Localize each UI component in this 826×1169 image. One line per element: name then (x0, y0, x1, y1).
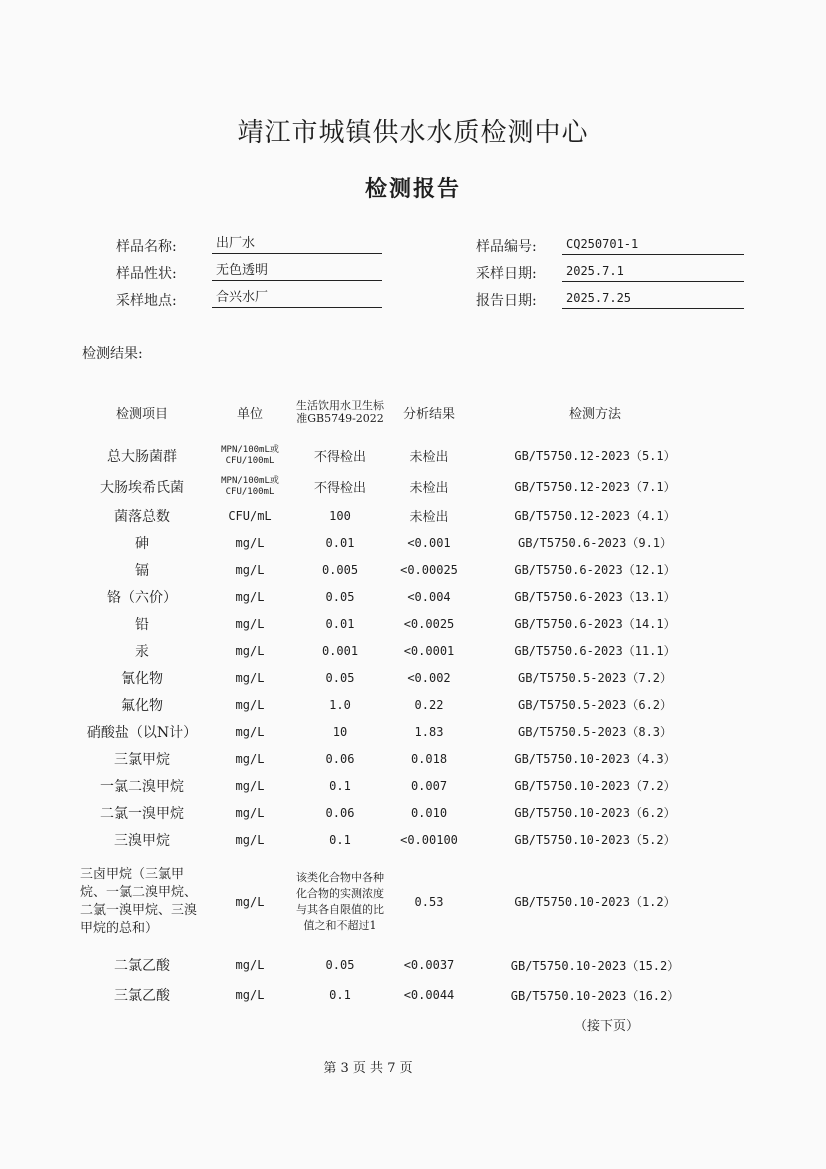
sample-appearance-label: 样品性状: (116, 266, 177, 282)
sampling-location-value: 合兴水厂 (212, 288, 382, 308)
header-item: 检测项目 (115, 406, 168, 422)
results-section-label: 检测结果: (82, 346, 143, 362)
row-method: GB/T5750.6-2023（14.1） (514, 617, 676, 631)
table-row (78, 583, 718, 610)
row-method: GB/T5750.10-2023（7.2） (514, 779, 676, 793)
row-method: GB/T5750.10-2023（16.2） (510, 988, 680, 1003)
row-item: 总大肠菌群 (107, 448, 177, 465)
row-standard: 不得检出 (313, 450, 366, 465)
table-row (78, 799, 718, 826)
row-unit: mg/L (235, 643, 265, 658)
row-unit: mg/L (235, 589, 265, 604)
table-row (78, 664, 718, 691)
sample-number-value: CQ250701-1 (562, 235, 744, 255)
row-standard: 0.05 (325, 589, 355, 604)
sample-number-label: 样品编号: (476, 239, 537, 255)
row-result: <0.004 (407, 589, 451, 604)
report-date-label: 报告日期: (476, 293, 537, 309)
row-method: GB/T5750.12-2023（4.1） (514, 509, 676, 523)
row-result: <0.0037 (403, 958, 455, 972)
row-unit: mg/L (235, 670, 265, 685)
row-method: GB/T5750.12-2023（7.1） (514, 480, 676, 494)
row-standard: 0.06 (325, 751, 355, 766)
table-row (78, 529, 718, 556)
row-method: GB/T5750.6-2023（13.1） (514, 590, 676, 604)
row-unit: MPN/100mL或CFU/100mL (221, 475, 279, 497)
row-result: <0.002 (407, 670, 451, 685)
row-method: GB/T5750.12-2023（5.1） (514, 449, 676, 463)
row-standard: 0.05 (325, 670, 355, 685)
row-unit: mg/L (235, 562, 265, 577)
table-row (78, 772, 718, 799)
row-standard: 10 (332, 724, 348, 739)
page-indicator: 第 3 页 共 7 页 (323, 1061, 413, 1076)
row-standard: 0.005 (321, 562, 359, 577)
row-result: 0.53 (414, 894, 444, 909)
sample-name-label: 样品名称: (116, 239, 177, 255)
sample-appearance-value: 无色透明 (212, 261, 382, 281)
continued-note: （接下页） (574, 1019, 640, 1034)
row-item: 硝酸盐（以N计） (86, 724, 198, 741)
header-method: 检测方法 (568, 406, 621, 422)
table-row (78, 826, 718, 853)
row-standard: 不得检出 (313, 481, 366, 496)
row-result: <0.0044 (403, 988, 455, 1002)
row-item: 氰化物 (121, 670, 163, 687)
row-unit: mg/L (235, 778, 265, 793)
row-item: 一氯二溴甲烷 (100, 778, 184, 795)
table-header-row (78, 384, 718, 440)
row-item: 二氯乙酸 (114, 958, 170, 974)
row-item: 汞 (135, 643, 149, 660)
table-row (78, 556, 718, 583)
row-item: 砷 (135, 535, 149, 552)
row-standard: 100 (329, 508, 351, 523)
row-method: GB/T5750.5-2023（8.3） (517, 725, 673, 739)
sampling-date-value: 2025.7.1 (562, 262, 744, 282)
row-standard: 0.01 (325, 616, 355, 631)
header-standard: 生活饮用水卫生标准GB5749-2022 (296, 399, 384, 425)
results-table (78, 384, 718, 1010)
row-standard: 0.05 (325, 958, 355, 972)
row-item: 三氯乙酸 (114, 988, 170, 1004)
sampling-location-label: 采样地点: (116, 293, 177, 309)
row-result: 未检出 (409, 481, 449, 496)
table-row (78, 502, 718, 529)
header-unit: 单位 (236, 406, 263, 422)
row-standard: 0.06 (325, 805, 355, 820)
row-standard: 0.001 (321, 643, 359, 658)
row-result: 0.010 (410, 805, 448, 820)
row-standard: 0.1 (329, 988, 351, 1002)
table-row (78, 853, 718, 950)
row-unit: mg/L (235, 724, 265, 739)
row-item: 镉 (135, 562, 149, 579)
table-row (78, 745, 718, 772)
sampling-date-label: 采样日期: (476, 266, 537, 282)
row-method: GB/T5750.6-2023（11.1） (514, 644, 676, 658)
row-standard: 0.1 (329, 832, 351, 847)
row-unit: mg/L (235, 805, 265, 820)
row-unit: mg/L (235, 535, 265, 550)
row-standard: 该类化合物中各种化合物的实测浓度与其各自限值的比值之和不超过1 (296, 870, 384, 932)
row-result: <0.00025 (400, 562, 458, 577)
table-row (78, 610, 718, 637)
table-row (78, 691, 718, 718)
row-unit: mg/L (235, 958, 265, 972)
row-item: 三卤甲烷（三氯甲烷、一氯二溴甲烷、二氯一溴甲烷、三溴甲烷的总和） (80, 866, 198, 936)
header-result: 分析结果 (402, 406, 455, 422)
row-item: 大肠埃希氏菌 (100, 479, 184, 496)
report-title: 检测报告 (364, 176, 461, 202)
row-item: 铬（六价） (107, 589, 177, 606)
table-row (78, 471, 718, 502)
row-result: 1.83 (414, 724, 444, 739)
table-row (78, 637, 718, 664)
row-unit: MPN/100mL或CFU/100mL (221, 444, 279, 466)
row-method: GB/T5750.10-2023（6.2） (514, 806, 676, 820)
row-method: GB/T5750.5-2023（6.2） (517, 698, 673, 712)
row-unit: CFU/mL (228, 508, 272, 523)
organization-name: 靖江市城镇供水水质检测中心 (237, 118, 589, 148)
sample-name-value: 出厂水 (212, 234, 382, 254)
row-result: 0.018 (410, 751, 448, 766)
row-unit: mg/L (235, 894, 265, 909)
table-row (78, 950, 718, 980)
row-method: GB/T5750.10-2023（15.2） (510, 958, 680, 973)
row-result: <0.0025 (403, 616, 455, 631)
row-item: 三溴甲烷 (114, 832, 170, 849)
row-method: GB/T5750.5-2023（7.2） (517, 671, 673, 685)
table-row (78, 718, 718, 745)
row-result: 0.22 (414, 697, 444, 712)
row-item: 二氯一溴甲烷 (100, 805, 184, 822)
row-method: GB/T5750.6-2023（12.1） (514, 563, 676, 577)
row-standard: 0.01 (325, 535, 355, 550)
row-result: 未检出 (409, 450, 449, 465)
row-result: 未检出 (409, 510, 449, 525)
row-result: <0.0001 (403, 643, 455, 658)
row-method: GB/T5750.10-2023（5.2） (514, 833, 676, 847)
row-result: 0.007 (410, 778, 448, 793)
table-row (78, 980, 718, 1010)
report-date-value: 2025.7.25 (562, 289, 744, 309)
row-result: <0.001 (407, 535, 451, 550)
row-standard: 1.0 (329, 697, 351, 712)
row-unit: mg/L (235, 832, 265, 847)
row-result: <0.00100 (400, 832, 458, 847)
row-unit: mg/L (235, 697, 265, 712)
table-row (78, 440, 718, 471)
row-unit: mg/L (235, 988, 265, 1002)
row-method: GB/T5750.10-2023（1.2） (514, 895, 676, 909)
row-item: 菌落总数 (114, 508, 170, 525)
row-method: GB/T5750.10-2023（4.3） (514, 752, 676, 766)
row-item: 铅 (135, 616, 149, 633)
row-unit: mg/L (235, 751, 265, 766)
row-item: 三氯甲烷 (114, 751, 170, 768)
row-unit: mg/L (235, 616, 265, 631)
row-item: 氟化物 (121, 697, 163, 714)
row-standard: 0.1 (329, 778, 351, 793)
row-method: GB/T5750.6-2023（9.1） (517, 536, 673, 550)
